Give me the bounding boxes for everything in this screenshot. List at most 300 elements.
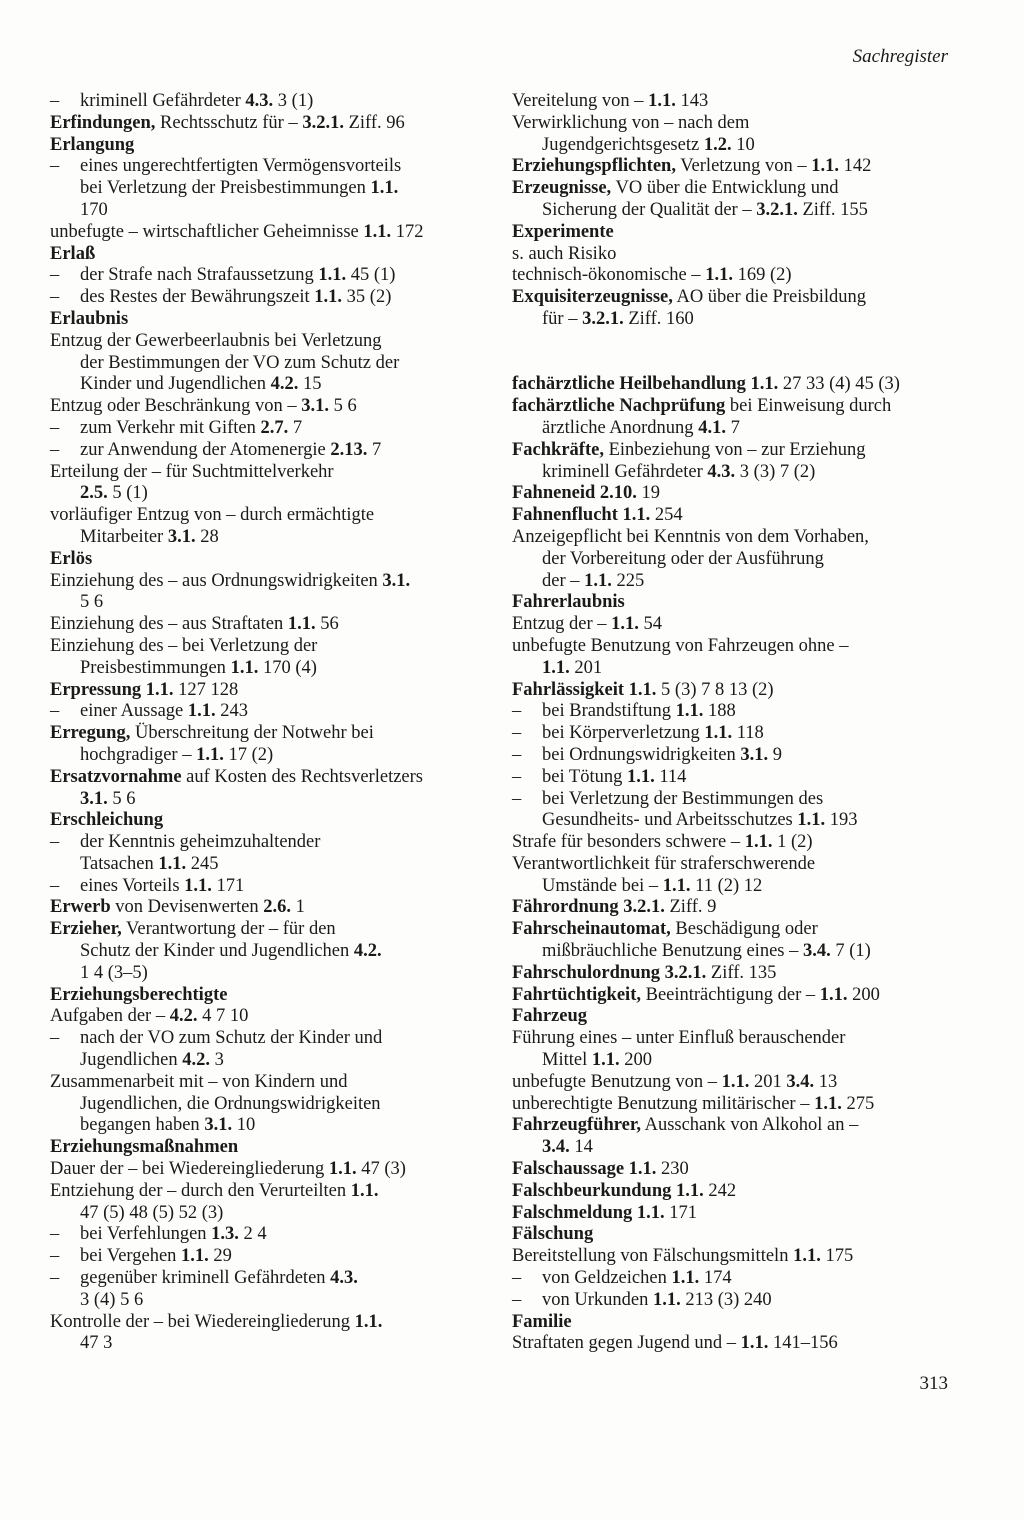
entry-dash: – [50,1268,60,1289]
entry-reference: 3.2.1. [756,199,798,220]
entry-text: der Bestimmungen der VO zum Schutz der [80,352,400,373]
index-entry [512,396,952,418]
entry-locator: 200 [847,984,880,1005]
index-entry [512,1115,952,1137]
index-entry [50,462,490,484]
entry-text: Bereitstellung von Fälschungsmitteln [512,1246,794,1267]
entry-heading: fachärztliche Heilbehandlung [512,374,746,395]
index-entry [50,1312,490,1334]
index-entry [50,353,490,375]
entry-dash: – [50,439,60,460]
entry-text: Schutz der Kinder und Jugendlichen [80,941,354,962]
entry-text: Anzeigepflicht bei Kenntnis von dem Vorhaben, [512,526,869,547]
entry-text: der Vorbereitung oder der Ausführung [542,548,824,569]
entry-reference: 3.2.1. [664,962,707,983]
entry-locator: 7 [725,417,740,438]
entry-locator: 243 [215,701,249,722]
index-entry [512,789,952,811]
index-entry [512,658,952,680]
entry-heading: Erwerb [50,897,111,918]
index-entry [512,1137,952,1159]
entry-heading: Erfindungen, [50,112,156,133]
entry-text: mißbräuchliche Benutzung eines – [542,941,803,962]
entry-reference: 1.1. [542,657,570,678]
entry-dash: – [50,287,60,308]
entry-text: bei Verletzung der Preisbestimmungen [80,178,371,199]
entry-reference: 1.1. [354,1311,383,1332]
index-entry [50,396,490,418]
entry-reference: 1.1. [626,766,655,787]
entry-heading: Erlaubnis [50,308,129,329]
entry-locator: 171 [664,1202,698,1223]
entry-locator: 56 [315,614,339,635]
entry-heading: Exquisiterzeugnisse, [512,287,673,308]
entry-reference: 4.3. [707,461,736,482]
index-entry [50,1028,490,1050]
index-entry [50,1050,490,1072]
entry-locator: 19 [636,483,661,504]
entry-reference: 1.1. [181,1246,209,1267]
entry-reference: 1.1. [648,91,676,111]
entry-text: hochgradiger – [80,744,197,765]
entry-locator: 225 [611,570,645,591]
entry-reference: 4.2. [353,941,382,962]
entry-text: Straftaten gegen Jugend und – [512,1333,741,1354]
entry-dash: – [50,875,60,896]
index-entry [50,1203,490,1225]
entry-text: 1 4 (3–5) [80,962,148,983]
entry-locator: 1 (2) [772,832,813,853]
index-entry [50,636,490,658]
index-entry [512,1224,952,1246]
index-entry [50,200,490,222]
index-entry [50,658,490,680]
index-entry [50,919,490,941]
entry-locator: 127 128 [173,679,239,700]
entry-text: von Geldzeichen [542,1268,672,1289]
section-gap [512,331,952,353]
entry-text: kriminell Gefährdeter [80,91,246,111]
index-entry [512,462,952,484]
entry-reference: 1.1. [811,156,840,177]
entry-locator: 169 (2) [732,265,792,286]
entry-reference: 4.3. [245,91,274,111]
index-entry [50,178,490,200]
entry-text: bei Körperverletzung [542,723,705,744]
section-gap [512,353,952,375]
entry-text: bei Tötung [542,766,627,787]
entry-text: bei Ordnungswidrigkeiten [542,744,741,765]
entry-reference: 3.1. [80,788,108,809]
entry-reference: 1.1. [814,1093,842,1114]
index-entry [512,222,952,244]
entry-locator: Ziff. 96 [343,112,405,133]
index-entry [512,832,952,854]
entry-text: bei Verfehlungen [80,1224,212,1245]
index-entry [512,1050,952,1072]
entry-text: des Restes der Bewährungszeit [80,287,315,308]
index-entry [50,91,490,113]
index-entry [50,1159,490,1181]
entry-locator: 10 [232,1115,256,1136]
entry-text: Jugendlichen [80,1050,183,1071]
index-entry [50,135,490,157]
entry-text: von Devisenwerten [110,897,264,918]
entry-dash: – [50,417,60,438]
index-entry [512,1290,952,1312]
index-entry [512,636,952,658]
index-entry [512,309,952,331]
entry-reference: 1.1. [591,1050,620,1071]
entry-reference: 1.1. [184,875,212,896]
entry-reference: 1.1. [584,570,612,591]
index-entry [50,963,490,985]
entry-dash: – [50,91,60,111]
index-entry [50,897,490,919]
entry-locator: 141–156 [768,1333,838,1354]
index-entry [50,985,490,1007]
entry-locator: Ziff. 9 [664,897,717,918]
entry-reference: 1.2. [703,134,732,155]
index-entry [50,549,490,571]
index-entry [512,592,952,614]
index-entry [512,941,952,963]
entry-dash: – [50,832,60,853]
entry-text: für – [542,308,583,329]
entry-reference: 4.2. [182,1050,210,1071]
entry-text: bei Verletzung der Bestimmungen des [542,788,824,809]
index-entry [512,265,952,287]
index-entry [512,418,952,440]
index-entry [512,1072,952,1094]
index-entry [512,549,952,571]
entry-text: Einziehung des – bei Verletzung der [50,635,318,656]
entry-reference: 1.1. [187,701,216,722]
entry-reference: 1.1. [652,1289,681,1310]
index-entry [50,854,490,876]
entry-text: Beschädigung oder [670,919,818,940]
index-entry [512,680,952,702]
entry-reference: 1.1. [370,178,399,199]
index-entry [50,832,490,854]
entry-locator: 114 [654,766,687,787]
entry-heading: Falschaussage [512,1159,625,1180]
entry-text: unbefugte Benutzung von Fahrzeugen ohne – [512,635,849,656]
entry-locator: 45 (1) [346,265,396,286]
entry-heading: Fahrscheinautomat, [512,919,671,940]
entry-locator: Ziff. 155 [797,199,868,220]
entry-locator: 1 [290,897,305,918]
index-entry [50,723,490,745]
index-entry [512,91,952,113]
entry-text: eines Vorteils [80,875,185,896]
entry-locator: 47 (3) [356,1159,406,1180]
entry-reference: 1.1. [611,614,639,635]
index-entry [50,527,490,549]
entry-dash: – [512,1289,522,1310]
index-entry [512,571,952,593]
index-entry [512,527,952,549]
entry-locator: 174 [699,1268,732,1289]
entry-text: eines ungerechtfertigten Vermögensvorteils [80,156,402,177]
entry-text: VO über die Entwicklung und [611,178,839,199]
entry-heading: Erziehungspflichten, [512,156,676,177]
index-entry [50,440,490,462]
entry-heading: Fährordnung [512,897,619,918]
entry-text: unbefugte Benutzung von – [512,1071,722,1092]
index-entry [512,113,952,135]
entry-reference: 1.1. [750,374,779,395]
entry-text: 5 6 [80,592,104,613]
entry-reference: 1.1. [350,1180,379,1201]
entry-reference: 3.4. [802,941,831,962]
index-entry [50,287,490,309]
entry-text: 170 [80,199,108,220]
entry-locator: 172 [391,221,424,242]
entry-locator: 143 [675,91,709,111]
entry-text: Strafe für besonders schwere – [512,832,745,853]
entry-text: Ausschank von Alkohol an – [640,1115,859,1136]
index-entry [512,244,952,266]
entry-reference: 1.1. [622,505,651,526]
entry-reference: 2.7. [260,417,289,438]
entry-reference: 1.1. [196,744,224,765]
entry-reference: 1.1. [704,723,733,744]
entry-locator: 193 [825,810,858,831]
entry-text: technisch-ökonomische – [512,265,706,286]
index-entry [50,244,490,266]
entry-text: einer Aussage [80,701,188,722]
index-entry [50,1094,490,1116]
entry-text: AO über die Preisbildung [672,287,867,308]
entry-text: Führung eines – unter Einfluß berauschender [512,1028,846,1049]
entry-reference: 1.1. [797,810,826,831]
entry-reference: 1.1. [705,265,733,286]
entry-text: der – [542,570,585,591]
entry-text: auf Kosten des Rechtsverletzers [181,766,423,787]
entry-locator: 245 [186,853,219,874]
entry-heading: Fahrlässigkeit [512,679,625,700]
entry-text: Verantwortung der – für den [121,919,336,940]
index-entry [512,810,952,832]
entry-locator: 5 (3) 7 8 13 (2) [656,679,774,700]
entry-reference: 1.1. [363,221,392,242]
index-entry [512,919,952,941]
index-entry [50,614,490,636]
entry-text: s. auch Risiko [512,243,617,264]
entry-reference: 4.2. [270,374,299,395]
index-entry [512,723,952,745]
entry-reference: 1.1. [819,984,848,1005]
entry-reference: 3.2.1. [623,897,665,918]
entry-locator: 10 [731,134,755,155]
index-entry [50,789,490,811]
entry-reference: 1.1. [628,1159,657,1180]
entry-text: Aufgaben der – [50,1006,170,1027]
entry-locator: 5 6 [328,396,357,417]
index-entry [512,156,952,178]
entry-locator: 3 (1) [273,91,314,111]
index-entry [50,374,490,396]
entry-reference: 1.1. [793,1246,821,1267]
index-entry [50,309,490,331]
entry-locator: 142 [839,156,872,177]
entry-dash: – [50,1246,60,1267]
entry-reference: 1.1. [721,1071,750,1092]
entry-heading: Erschleichung [50,810,164,831]
entry-reference: 2.5. [80,483,108,504]
entry-text: nach der VO zum Schutz der Kinder und [80,1028,383,1049]
index-entry [50,483,490,505]
entry-reference: 1.1. [662,875,691,896]
entry-locator: 7 (1) [830,941,871,962]
entry-locator: 201 [749,1071,787,1092]
entry-reference: 1.1. [671,1268,700,1289]
index-entry [50,156,490,178]
entry-heading: Fahrerlaubnis [512,592,625,613]
index-entry [512,701,952,723]
entry-heading: Fahnenflucht [512,505,618,526]
index-entry [512,963,952,985]
entry-reference: 3.4. [542,1137,570,1158]
entry-text: Jugendgerichtsgesetz [542,134,704,155]
entry-locator: 171 [211,875,245,896]
entry-text: Kinder und Jugendlichen [80,374,271,395]
index-entry [512,440,952,462]
entry-heading: Ersatzvornahme [50,766,182,787]
entry-reference: 3.2.1. [302,112,344,133]
entry-heading: Erzieher, [50,919,122,940]
entry-reference: 2.13. [330,439,368,460]
index-entry [50,1246,490,1268]
index-entry [512,178,952,200]
entry-locator: 242 [703,1180,737,1201]
entry-text: Einziehung des – aus Straftaten [50,614,288,635]
index-entry [512,854,952,876]
entry-reference: 1.1. [676,1180,704,1201]
entry-text: zur Anwendung der Atomenergie [80,439,331,460]
entry-heading: Erziehungsberechtigte [50,984,228,1005]
entry-text: Verletzung von – [675,156,812,177]
entry-text: Verwirklichung von – nach dem [512,112,750,133]
entry-text: Kontrolle der – bei Wiedereingliederung [50,1311,355,1332]
entry-locator: 29 [208,1246,232,1267]
entry-locator: 11 (2) 12 [690,875,763,896]
entry-reference: 1.1. [675,701,704,722]
entry-locator: 175 [820,1246,854,1267]
entry-text: Preisbestimmungen [80,657,231,678]
index-entry [512,1028,952,1050]
entry-heading: Fahrtüchtigkeit, [512,984,641,1005]
entry-reference: 1.1. [287,614,316,635]
entry-reference: 2.10. [599,483,637,504]
entry-heading: Fachkräfte, [512,439,604,460]
entry-locator: 5 6 [107,788,136,809]
index-entry [512,1246,952,1268]
index-entry [512,135,952,157]
entry-locator: Ziff. 135 [706,962,777,983]
index-entry [50,571,490,593]
entry-text: Mitarbeiter [80,526,168,547]
index-entry [512,876,952,898]
entry-heading: Erlaß [50,243,96,264]
entry-text: vorläufiger Entzug von – durch ermächtigte [50,505,375,526]
index-entry [512,767,952,789]
entry-text: der Kenntnis geheimzuhaltender [80,832,321,853]
entry-locator: 35 (2) [342,287,392,308]
entry-text: ärztliche Anordnung [542,417,699,438]
entry-text: Tatsachen [80,853,159,874]
index-entry [512,614,952,636]
entry-locator: 188 [703,701,736,722]
index-entry [512,1094,952,1116]
entry-reference: 3.2.1. [582,308,624,329]
index-entry [50,505,490,527]
entry-text: Mittel [542,1050,592,1071]
entry-locator: 4 7 10 [197,1006,249,1027]
entry-heading: Fahrzeugführer, [512,1115,641,1136]
entry-heading: fachärztliche Nachprüfung [512,396,726,417]
entry-text: 47 (5) 48 (5) 52 (3) [80,1202,224,1223]
index-entry [50,418,490,440]
entry-locator: 275 [841,1093,875,1114]
entry-text: gegenüber kriminell Gefährdeten [80,1268,331,1289]
entry-reference: 1.1. [145,679,174,700]
entry-heading: Fälschung [512,1224,594,1245]
entry-locator: 17 (2) [223,744,274,765]
entry-reference: 1.1. [318,265,347,286]
entry-text: Sicherung der Qualität der – [542,199,757,220]
entry-text: 3 (4) 5 6 [80,1289,144,1310]
index-entry [512,1159,952,1181]
index-entry [50,680,490,702]
entry-locator: 28 [195,526,219,547]
entry-heading: Experimente [512,221,614,242]
index-entry [512,1181,952,1203]
entry-reference: 4.3. [330,1268,358,1289]
entry-text: Jugendlichen, die Ordnungswidrigkeiten [80,1093,381,1114]
entry-locator: 15 [298,374,322,395]
index-entry [512,1268,952,1290]
entry-locator: 3 [210,1050,224,1071]
entry-dash: – [50,1224,60,1245]
entry-reference: 3.1. [301,396,329,417]
entry-reference: 1.1. [744,832,773,853]
entry-dash: – [512,701,522,722]
entry-text: Einziehung des – aus Ordnungswidrigkeiten [50,570,383,591]
entry-dash: – [50,701,60,722]
entry-locator: 13 [814,1071,838,1092]
entry-text: Dauer der – bei Wiedereingliederung [50,1159,329,1180]
entry-reference: 1.1. [328,1159,357,1180]
entry-dash: – [50,156,60,177]
entry-reference: 3.1. [204,1115,233,1136]
index-entry [50,1181,490,1203]
index-entry [512,374,952,396]
entry-heading: Falschbeurkundung [512,1180,672,1201]
index-entry [50,331,490,353]
entry-locator: 9 [768,744,782,765]
entry-locator: 118 [732,723,764,744]
running-header: Sachregister [852,46,948,67]
entry-reference: 3.1. [740,744,769,765]
entry-locator: 27 33 (4) 45 (3) [778,374,900,395]
entry-text: Umstände bei – [542,875,663,896]
entry-locator: 230 [656,1159,689,1180]
entry-locator: 200 [619,1050,652,1071]
entry-locator: 7 [367,439,382,460]
entry-text: der Strafe nach Strafaussetzung [80,265,319,286]
